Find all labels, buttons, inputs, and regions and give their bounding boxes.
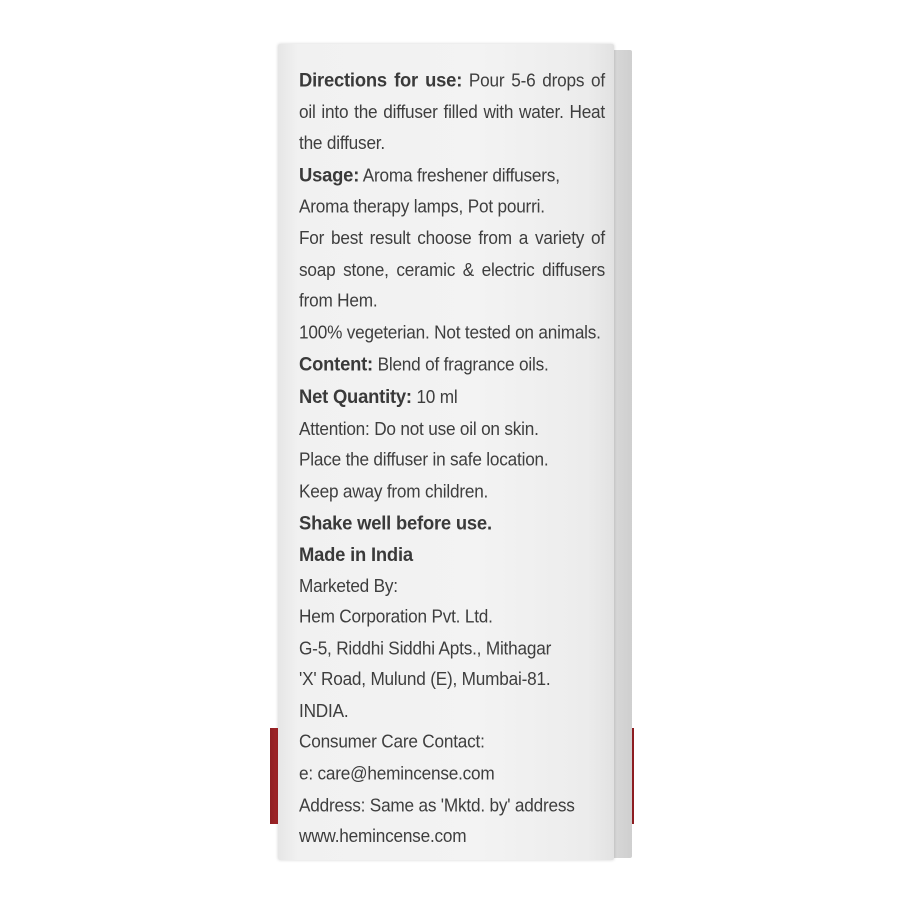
address-line: G-5, Riddhi Siddhi Apts., Mithagar	[299, 637, 552, 659]
net-quantity-text: 10 ml	[416, 386, 458, 408]
company-name: Hem Corporation Pvt. Ltd.	[299, 605, 493, 627]
usage-text: Aroma freshener diffusers, Aroma therapy lamps, Pot pourri.	[299, 164, 560, 218]
email-text: e: care@hemincense.com	[299, 762, 495, 784]
attention-line: Keep away from children.	[299, 480, 489, 502]
net-quantity-paragraph	[299, 381, 605, 413]
made-in-text: Made in India	[299, 543, 413, 566]
website-text: www.hemincense.com	[299, 825, 467, 847]
directions-text: Pour 5-6 drops of oil into the diffuser filled with water. Heat the diffuser.	[299, 69, 605, 154]
usage-heading: Usage:	[299, 163, 360, 186]
directions-paragraph	[299, 64, 605, 159]
directions-heading: Directions for use:	[299, 68, 463, 91]
content-text: Blend of fragrance oils.	[377, 353, 549, 375]
consumer-care-text: Consumer Care Contact:	[299, 731, 485, 753]
address-note-text: Address: Same as 'Mktd. by' address	[299, 793, 575, 816]
attention-line: Place the diffuser in safe location.	[299, 448, 549, 471]
content-paragraph	[299, 348, 605, 380]
net-quantity-heading: Net Quantity:	[299, 385, 412, 408]
address-line: INDIA.	[299, 699, 349, 722]
marketed-by-text: Marketed By:	[299, 574, 398, 596]
shake-warning: Shake well before use.	[299, 511, 492, 534]
address-line: 'X' Road, Mulund (E), Mumbai-81.	[299, 668, 551, 690]
best-result-text: For best result choose from a variety of soap stone, ceramic & electric diffusers from Hem.	[299, 227, 605, 312]
usage-paragraph	[299, 159, 605, 223]
label-text	[299, 64, 605, 852]
attention-line: Attention: Do not use oil on skin.	[299, 417, 539, 439]
content-heading: Content:	[299, 352, 373, 375]
vegetarian-text: 100% vegeterian. Not tested on animals.	[299, 321, 601, 343]
